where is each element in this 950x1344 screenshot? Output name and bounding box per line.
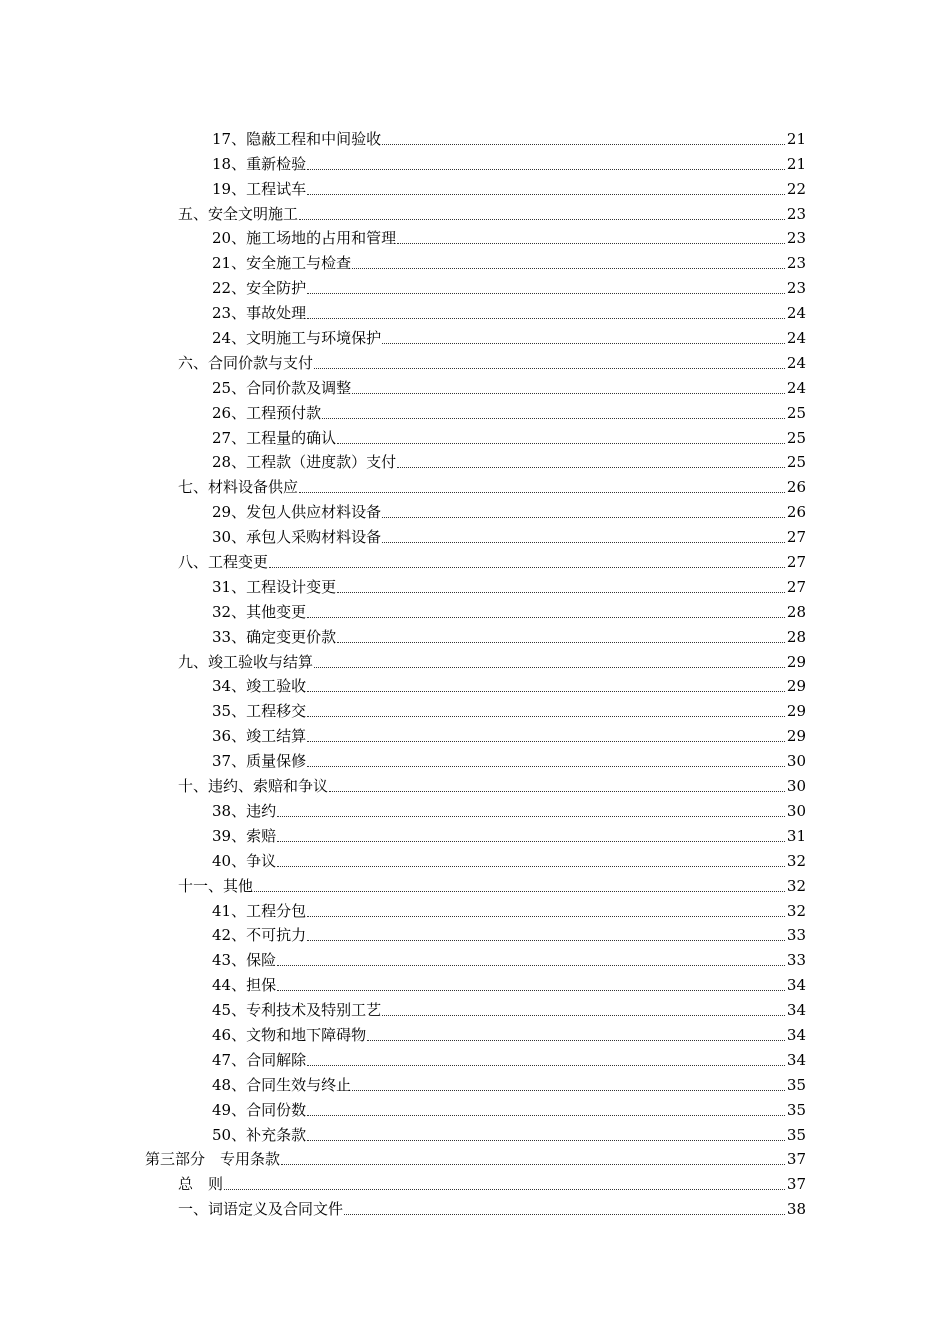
table-of-contents bbox=[0, 124, 950, 1219]
toc-dot-leader bbox=[307, 617, 785, 618]
toc-dot-leader bbox=[397, 243, 785, 244]
toc-entry[interactable] bbox=[0, 945, 950, 970]
toc-dot-leader bbox=[337, 592, 785, 593]
toc-dot-leader bbox=[382, 343, 785, 344]
toc-entry-title: 37、质量保修 bbox=[212, 752, 307, 771]
toc-entry-title: 42、不可抗力 bbox=[212, 926, 307, 945]
toc-entry-page-number: 25 bbox=[786, 403, 806, 422]
toc-entry-page-number: 24 bbox=[786, 378, 806, 397]
toc-entry-page-number: 28 bbox=[786, 602, 806, 621]
toc-entry-title: 48、合同生效与终止 bbox=[212, 1075, 352, 1094]
toc-dot-leader bbox=[269, 567, 785, 568]
toc-entry-title: 17、隐蔽工程和中间验收 bbox=[212, 129, 382, 148]
toc-dot-leader bbox=[352, 1090, 785, 1091]
toc-entry[interactable] bbox=[0, 1045, 950, 1070]
toc-dot-leader bbox=[307, 741, 785, 742]
toc-dot-leader bbox=[314, 667, 785, 668]
toc-entry-page-number: 32 bbox=[786, 901, 806, 920]
toc-entry-title: 50、补充条款 bbox=[212, 1125, 307, 1144]
toc-entry-title: 35、工程移交 bbox=[212, 702, 307, 721]
toc-entry-page-number: 27 bbox=[786, 528, 806, 547]
toc-entry-title: 27、工程量的确认 bbox=[212, 428, 337, 447]
toc-entry-title: 40、争议 bbox=[212, 851, 277, 870]
toc-entry-page-number: 34 bbox=[786, 1050, 806, 1069]
toc-entry-title: 19、工程试车 bbox=[212, 179, 307, 198]
toc-entry-page-number: 34 bbox=[786, 976, 806, 995]
toc-entry-title: 18、重新检验 bbox=[212, 154, 307, 173]
toc-entry[interactable] bbox=[0, 721, 950, 746]
toc-dot-leader bbox=[277, 841, 785, 842]
toc-entry[interactable] bbox=[0, 896, 950, 921]
toc-dot-leader bbox=[307, 169, 785, 170]
toc-dot-leader bbox=[344, 1214, 785, 1215]
toc-entry-page-number: 27 bbox=[786, 553, 806, 572]
toc-entry[interactable] bbox=[0, 1145, 950, 1170]
toc-entry-title: 七、材料设备供应 bbox=[178, 478, 299, 497]
toc-entry-title: 41、工程分包 bbox=[212, 901, 307, 920]
toc-entry-page-number: 32 bbox=[786, 851, 806, 870]
toc-entry[interactable] bbox=[0, 174, 950, 199]
toc-entry-title: 21、安全施工与检查 bbox=[212, 254, 352, 273]
toc-entry[interactable] bbox=[0, 1120, 950, 1145]
toc-entry[interactable] bbox=[0, 298, 950, 323]
toc-entry-page-number: 23 bbox=[786, 279, 806, 298]
toc-entry[interactable] bbox=[0, 572, 950, 597]
toc-entry-page-number: 23 bbox=[786, 254, 806, 273]
toc-entry[interactable] bbox=[0, 373, 950, 398]
toc-dot-leader bbox=[307, 916, 785, 917]
toc-entry[interactable] bbox=[0, 921, 950, 946]
toc-entry[interactable] bbox=[0, 1070, 950, 1095]
toc-entry-page-number: 31 bbox=[786, 826, 806, 845]
toc-entry-page-number: 26 bbox=[786, 478, 806, 497]
toc-entry-page-number: 32 bbox=[786, 876, 806, 895]
toc-entry-page-number: 24 bbox=[786, 353, 806, 372]
toc-entry-page-number: 30 bbox=[786, 777, 806, 796]
toc-entry[interactable] bbox=[0, 871, 950, 896]
toc-entry-title: 23、事故处理 bbox=[212, 304, 307, 323]
toc-entry-title: 十一、其他 bbox=[178, 876, 254, 895]
toc-entry[interactable] bbox=[0, 547, 950, 572]
toc-entry-page-number: 33 bbox=[786, 951, 806, 970]
toc-entry-page-number: 34 bbox=[786, 1001, 806, 1020]
toc-entry-title: 43、保险 bbox=[212, 951, 277, 970]
toc-entry-page-number: 23 bbox=[786, 229, 806, 248]
toc-entry-title: 24、文明施工与环境保护 bbox=[212, 329, 382, 348]
toc-entry-page-number: 21 bbox=[786, 129, 806, 148]
toc-entry-page-number: 34 bbox=[786, 1025, 806, 1044]
toc-dot-leader bbox=[337, 443, 785, 444]
toc-entry[interactable] bbox=[0, 323, 950, 348]
toc-entry-title: 49、合同份数 bbox=[212, 1100, 307, 1119]
toc-entry-title: 31、工程设计变更 bbox=[212, 577, 337, 596]
toc-entry-title: 33、确定变更价款 bbox=[212, 627, 337, 646]
toc-entry[interactable] bbox=[0, 224, 950, 249]
toc-entry-title: 26、工程预付款 bbox=[212, 403, 322, 422]
toc-entry-title: 46、文物和地下障碍物 bbox=[212, 1025, 367, 1044]
toc-dot-leader bbox=[322, 418, 785, 419]
toc-entry[interactable] bbox=[0, 1020, 950, 1045]
toc-dot-leader bbox=[329, 791, 785, 792]
toc-entry-title: 30、承包人采购材料设备 bbox=[212, 528, 382, 547]
toc-entry-title: 36、竣工结算 bbox=[212, 727, 307, 746]
toc-entry[interactable] bbox=[0, 1169, 950, 1194]
toc-entry[interactable] bbox=[0, 199, 950, 224]
toc-dot-leader bbox=[224, 1189, 785, 1190]
toc-entry[interactable] bbox=[0, 522, 950, 547]
toc-dot-leader bbox=[277, 866, 785, 867]
toc-entry-page-number: 35 bbox=[786, 1125, 806, 1144]
toc-entry[interactable] bbox=[0, 970, 950, 995]
toc-entry-page-number: 33 bbox=[786, 926, 806, 945]
toc-dot-leader bbox=[307, 1115, 785, 1116]
toc-dot-leader bbox=[314, 368, 785, 369]
toc-entry-page-number: 21 bbox=[786, 154, 806, 173]
toc-entry[interactable] bbox=[0, 273, 950, 298]
toc-entry-title: 45、专利技术及特别工艺 bbox=[212, 1001, 382, 1020]
toc-entry[interactable] bbox=[0, 597, 950, 622]
toc-entry-page-number: 29 bbox=[786, 652, 806, 671]
toc-entry-title: 39、索赔 bbox=[212, 826, 277, 845]
toc-entry-title: 八、工程变更 bbox=[178, 553, 269, 572]
toc-entry-title: 25、合同价款及调整 bbox=[212, 378, 352, 397]
toc-dot-leader bbox=[307, 293, 785, 294]
toc-entry-page-number: 29 bbox=[786, 727, 806, 746]
toc-entry-page-number: 30 bbox=[786, 801, 806, 820]
toc-entry-title: 38、违约 bbox=[212, 801, 277, 820]
toc-entry[interactable] bbox=[0, 348, 950, 373]
toc-entry-page-number: 26 bbox=[786, 503, 806, 522]
toc-dot-leader bbox=[307, 940, 785, 941]
toc-dot-leader bbox=[277, 816, 785, 817]
toc-entry[interactable] bbox=[0, 796, 950, 821]
toc-entry-page-number: 27 bbox=[786, 577, 806, 596]
toc-entry[interactable] bbox=[0, 771, 950, 796]
toc-entry[interactable] bbox=[0, 995, 950, 1020]
toc-entry-title: 32、其他变更 bbox=[212, 602, 307, 621]
toc-entry-page-number: 29 bbox=[786, 702, 806, 721]
toc-entry-page-number: 38 bbox=[786, 1200, 806, 1219]
toc-entry-page-number: 24 bbox=[786, 304, 806, 323]
toc-entry-title: 总 则 bbox=[178, 1175, 224, 1194]
toc-entry-title: 47、合同解除 bbox=[212, 1050, 307, 1069]
toc-entry-title: 第三部分 专用条款 bbox=[145, 1150, 281, 1169]
toc-dot-leader bbox=[254, 891, 785, 892]
toc-entry[interactable] bbox=[0, 472, 950, 497]
toc-entry-page-number: 25 bbox=[786, 428, 806, 447]
toc-dot-leader bbox=[281, 1164, 785, 1165]
toc-entry-page-number: 23 bbox=[786, 204, 806, 223]
toc-entry[interactable] bbox=[0, 398, 950, 423]
toc-entry-page-number: 24 bbox=[786, 329, 806, 348]
toc-dot-leader bbox=[307, 691, 785, 692]
toc-entry-title: 九、竣工验收与结算 bbox=[178, 652, 314, 671]
toc-dot-leader bbox=[382, 1015, 785, 1016]
toc-entry-title: 五、安全文明施工 bbox=[178, 204, 299, 223]
toc-entry-title: 20、施工场地的占用和管理 bbox=[212, 229, 397, 248]
toc-entry[interactable] bbox=[0, 672, 950, 697]
toc-entry[interactable] bbox=[0, 124, 950, 149]
toc-dot-leader bbox=[307, 194, 785, 195]
toc-entry-title: 44、担保 bbox=[212, 976, 277, 995]
toc-entry-page-number: 35 bbox=[786, 1075, 806, 1094]
toc-entry[interactable] bbox=[0, 497, 950, 522]
toc-entry[interactable] bbox=[0, 1194, 950, 1219]
toc-entry-title: 22、安全防护 bbox=[212, 279, 307, 298]
toc-dot-leader bbox=[352, 393, 785, 394]
toc-dot-leader bbox=[382, 144, 785, 145]
toc-dot-leader bbox=[382, 517, 785, 518]
toc-dot-leader bbox=[307, 1065, 785, 1066]
toc-dot-leader bbox=[299, 492, 785, 493]
toc-entry-page-number: 30 bbox=[786, 752, 806, 771]
toc-dot-leader bbox=[307, 318, 785, 319]
toc-entry[interactable] bbox=[0, 423, 950, 448]
toc-entry[interactable] bbox=[0, 821, 950, 846]
toc-dot-leader bbox=[277, 990, 785, 991]
toc-entry[interactable] bbox=[0, 647, 950, 672]
toc-dot-leader bbox=[367, 1040, 785, 1041]
toc-entry-title: 28、工程款（进度款）支付 bbox=[212, 453, 397, 472]
toc-entry-page-number: 37 bbox=[786, 1150, 806, 1169]
toc-entry-title: 十、违约、索赔和争议 bbox=[178, 777, 329, 796]
toc-entry-title: 34、竣工验收 bbox=[212, 677, 307, 696]
toc-entry[interactable] bbox=[0, 746, 950, 771]
toc-entry-page-number: 25 bbox=[786, 453, 806, 472]
toc-entry-page-number: 29 bbox=[786, 677, 806, 696]
toc-entry[interactable] bbox=[0, 248, 950, 273]
toc-dot-leader bbox=[277, 965, 785, 966]
toc-entry-title: 29、发包人供应材料设备 bbox=[212, 503, 382, 522]
toc-entry-title: 一、词语定义及合同文件 bbox=[178, 1200, 344, 1219]
toc-entry[interactable] bbox=[0, 448, 950, 473]
toc-entry-page-number: 35 bbox=[786, 1100, 806, 1119]
toc-entry-page-number: 28 bbox=[786, 627, 806, 646]
toc-entry[interactable] bbox=[0, 1095, 950, 1120]
toc-dot-leader bbox=[397, 467, 785, 468]
toc-dot-leader bbox=[337, 642, 785, 643]
toc-entry-page-number: 22 bbox=[786, 179, 806, 198]
toc-entry[interactable] bbox=[0, 846, 950, 871]
toc-dot-leader bbox=[307, 716, 785, 717]
toc-entry[interactable] bbox=[0, 149, 950, 174]
toc-entry[interactable] bbox=[0, 696, 950, 721]
toc-dot-leader bbox=[382, 542, 785, 543]
toc-dot-leader bbox=[299, 219, 785, 220]
toc-dot-leader bbox=[352, 268, 785, 269]
toc-entry[interactable] bbox=[0, 622, 950, 647]
toc-dot-leader bbox=[307, 766, 785, 767]
toc-entry-page-number: 37 bbox=[786, 1175, 806, 1194]
toc-entry-title: 六、合同价款与支付 bbox=[178, 353, 314, 372]
toc-dot-leader bbox=[307, 1140, 785, 1141]
